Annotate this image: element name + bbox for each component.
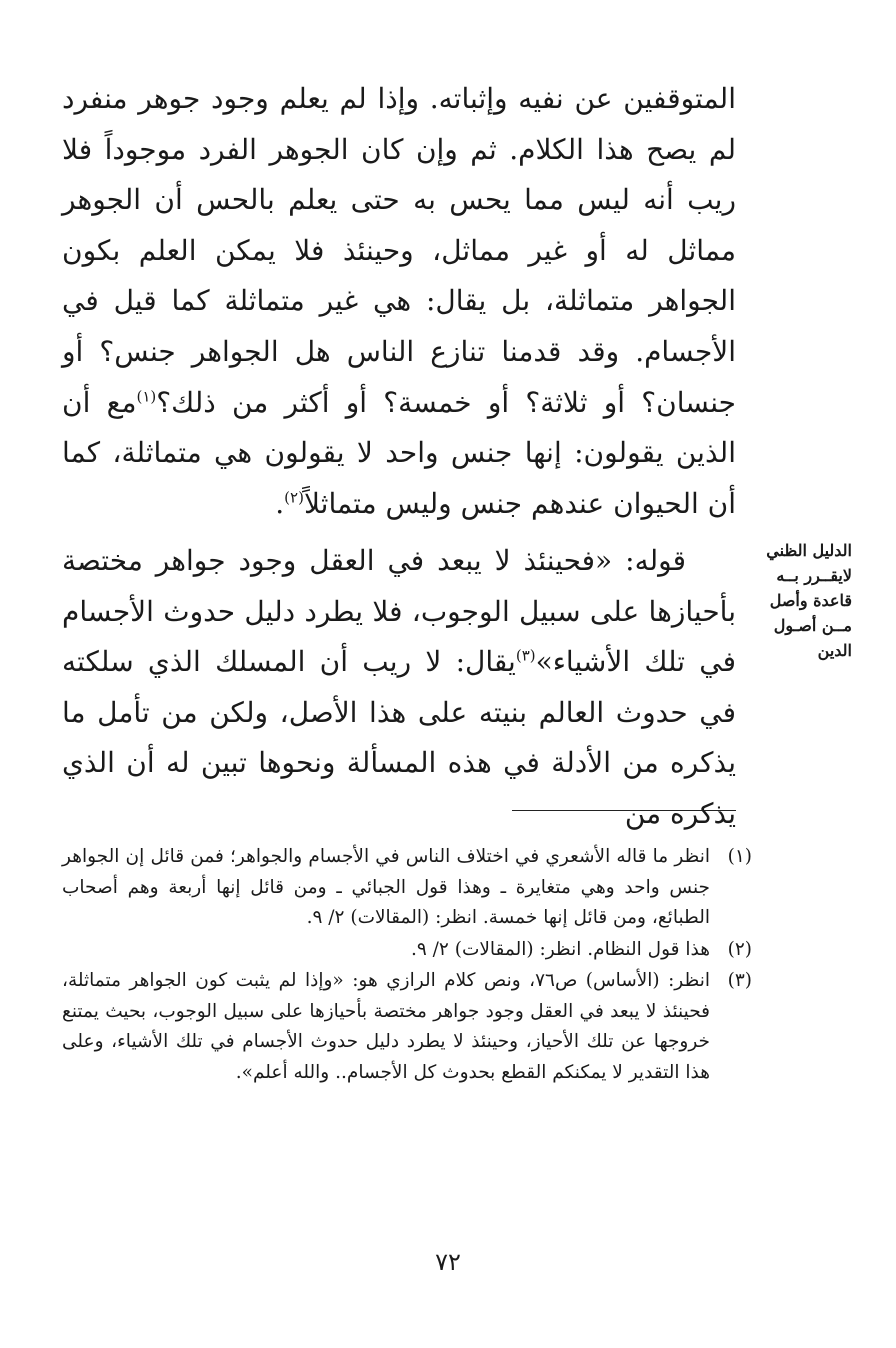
margin-note-line: الدليل الظني <box>766 541 852 560</box>
footnote-text: انظر ما قاله الأشعري في اختلاف الناس في الأجسام والجواهر؛ فمن قائل إن الجواهر جنس واحد وهي متغايرة ـ وهذا قول الجبائي ـ ومن قائل إنها أربعة وهم أصحاب الطبائع، ومن قائل إنها خمسة. انظر: (المقالات) ٢/ ٩. <box>62 846 710 928</box>
paragraph-1-text-a: المتوقفين عن نفيه وإثباته. وإذا لم يعلم وجود جوهر منفرد لم يصح هذا الكلام. ثم وإن كان الجوهر الفرد موجوداً فلا ريب أنه ليس مما يحس به حتى يعلم بالحس أن الجوهر مماثل له أو غير مماثل، وحينئذ فلا يمكن العلم بكون الجواهر متماثلة، بل يقال: هي غير متماثلة كما قيل في الأجسام. وقد قدمنا تنازع الناس هل الجواهر جنس؟ أو جنسان؟ أو ثلاثة؟ أو خمسة؟ أو أكثر من ذلك؟ <box>62 82 736 419</box>
footnote-item <box>62 966 752 1088</box>
paragraph-1-text-b: مع أن الذين يقولون: إنها جنس واحد لا يقولون هي متماثلة، كما أن الحيوان عندهم جنس وليس متماثلاً <box>62 385 736 520</box>
footnotes <box>62 842 752 1089</box>
margin-note-line: قاعدة وأصل <box>769 591 852 610</box>
footnote-divider <box>512 810 736 811</box>
main-paragraph-2 <box>62 536 736 840</box>
paragraph-1-text-c: . <box>275 486 285 520</box>
footnote-number: (٢) <box>727 938 752 960</box>
footnote-text: هذا قول النظام. انظر: (المقالات) ٢/ ٩. <box>410 938 710 960</box>
footnote-ref-3: (٣) <box>515 646 536 665</box>
footnote-text: انظر: (الأساس) ص٧٦، ونص كلام الرازي هو: «وإذا لم يثبت كون الجواهر متماثلة، فحينئذ لا يبعد في العقل وجود جواهر مختصة بأحيازها على سبيل الوجوب، بحيث يمتنع خروجها عن تلك الأحياز، وحينئذ لا يطرد دليل حدوث الأجسام في تلك الأشياء، وعلى هذا التقدير لا يمكنكم القطع بحدوث كل الأجسام.. والله أعلم». <box>62 970 710 1083</box>
paragraph-2-text-a: قوله: «فحينئذ لا يبعد في العقل وجود جواهر مختصة بأحيازها على سبيل الوجوب، فلا يطرد دليل حدوث الأجسام في تلك الأشياء» <box>62 544 737 679</box>
footnote-item <box>62 842 752 934</box>
footnote-item <box>62 935 752 966</box>
margin-note <box>754 538 852 663</box>
footnote-number: (١) <box>727 846 752 867</box>
main-paragraph-1 <box>62 74 736 529</box>
margin-note-line: لايقــرر بــه <box>776 566 852 585</box>
footnote-number: (٣) <box>727 970 752 991</box>
page-number: ٧٢ <box>435 1248 461 1276</box>
margin-note-line: مــن أصـول <box>773 616 852 635</box>
margin-note-line: الدين <box>817 641 852 660</box>
paragraph-2-text-b: يقال: لا ريب أن المسلك الذي سلكته في حدوث العالم بنيته على هذا الأصل، ولكن من تأمل ما يذكره من الأدلة في هذه المسألة ونحوها تبين له أن الذي يذكره من <box>62 645 736 830</box>
footnote-ref-2: (٢) <box>284 488 304 507</box>
footnote-ref-1: (١) <box>136 387 157 406</box>
